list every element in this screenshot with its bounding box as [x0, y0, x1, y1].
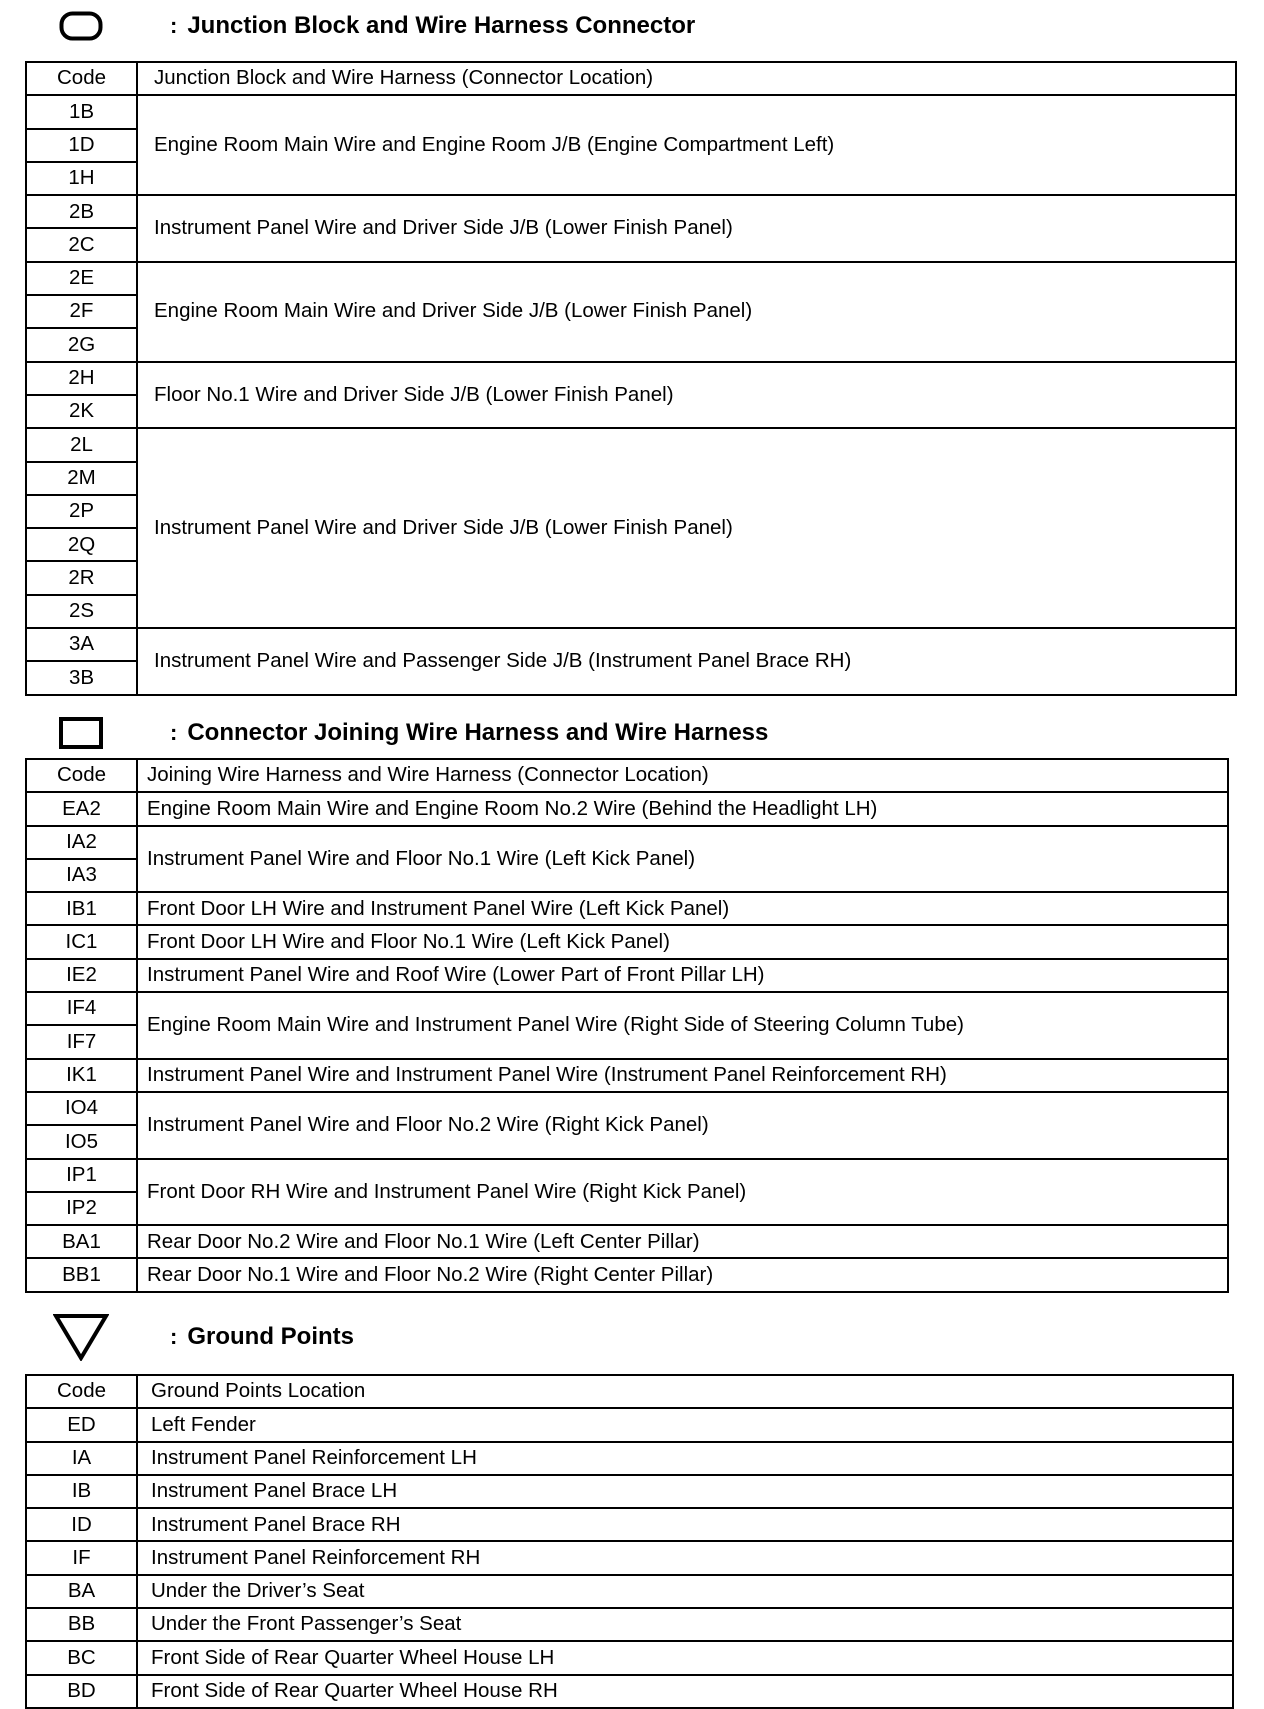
connector-code: 2Q — [26, 528, 137, 561]
connector-location: Under the Front Passenger’s Seat — [137, 1608, 1233, 1641]
connector-location: Front Side of Rear Quarter Wheel House RH — [137, 1675, 1233, 1708]
connector-location: Engine Room Main Wire and Engine Room No.2 Wire (Behind the Headlight LH) — [137, 792, 1228, 825]
ground-points-table — [25, 1374, 1234, 1709]
table-row — [26, 1641, 1233, 1674]
table-row — [26, 1575, 1233, 1608]
connector-location: Instrument Panel Wire and Instrument Panel Wire (Instrument Panel Reinforcement RH) — [137, 1059, 1228, 1092]
connector-code: IO4 — [26, 1092, 137, 1125]
table-header-row — [26, 62, 1236, 95]
connector-code: IF4 — [26, 992, 137, 1025]
connector-code: 2R — [26, 561, 137, 594]
connector-code: 2P — [26, 495, 137, 528]
connector-code: IA3 — [26, 859, 137, 892]
table-row — [26, 992, 1228, 1025]
connector-code: BC — [26, 1641, 137, 1674]
connector-code: 2B — [26, 195, 137, 228]
connector-code: IO5 — [26, 1125, 137, 1158]
header-location: Joining Wire Harness and Wire Harness (Connector Location) — [137, 759, 1228, 792]
table-row — [26, 362, 1236, 395]
connector-code: 3B — [26, 661, 137, 694]
connector-code: BA1 — [26, 1225, 137, 1258]
connector-code: IA — [26, 1442, 137, 1475]
connector-location: Instrument Panel Wire and Passenger Side J/B (Instrument Panel Brace RH) — [137, 628, 1236, 695]
connector-code: 2F — [26, 295, 137, 328]
section-ground-points-heading — [44, 1317, 354, 1357]
section-connector-joining-heading — [44, 713, 768, 753]
section-title: Ground Points — [187, 1323, 354, 1350]
section-colon: : — [170, 720, 178, 745]
connector-code: IB1 — [26, 892, 137, 925]
connector-code: IC1 — [26, 925, 137, 958]
connector-code: BB1 — [26, 1258, 137, 1291]
connector-code: BA — [26, 1575, 137, 1608]
table-row — [26, 1442, 1233, 1475]
connector-location: Instrument Panel Brace LH — [137, 1475, 1233, 1508]
table-row — [26, 1159, 1228, 1192]
connector-code: 3A — [26, 628, 137, 661]
connector-location: Instrument Panel Wire and Driver Side J/B (Lower Finish Panel) — [137, 195, 1236, 262]
header-code: Code — [26, 759, 137, 792]
table-row — [26, 628, 1236, 661]
connector-location: Instrument Panel Wire and Floor No.1 Wire (Left Kick Panel) — [137, 826, 1228, 893]
connector-joining-table — [25, 758, 1229, 1293]
table-header-row — [26, 759, 1228, 792]
connector-code: 1H — [26, 162, 137, 195]
table-row — [26, 826, 1228, 859]
connector-code: IF — [26, 1541, 137, 1574]
connector-code: EA2 — [26, 792, 137, 825]
table-row — [26, 1475, 1233, 1508]
connector-code: IP2 — [26, 1192, 137, 1225]
connector-location: Under the Driver’s Seat — [137, 1575, 1233, 1608]
header-location: Ground Points Location — [137, 1375, 1233, 1408]
table-row — [26, 1541, 1233, 1574]
table-row — [26, 95, 1236, 128]
section-colon: : — [170, 13, 178, 38]
table-row — [26, 1258, 1228, 1291]
section-colon: : — [170, 1324, 178, 1349]
table-row — [26, 428, 1236, 461]
connector-location: Front Door RH Wire and Instrument Panel Wire (Right Kick Panel) — [137, 1159, 1228, 1226]
connector-location: Rear Door No.1 Wire and Floor No.2 Wire (Right Center Pillar) — [137, 1258, 1228, 1291]
connector-location: Floor No.1 Wire and Driver Side J/B (Lower Finish Panel) — [137, 362, 1236, 429]
table-row — [26, 262, 1236, 295]
connector-location: Engine Room Main Wire and Driver Side J/B (Lower Finish Panel) — [137, 262, 1236, 362]
connector-code: 2E — [26, 262, 137, 295]
table-row — [26, 925, 1228, 958]
table-row — [26, 792, 1228, 825]
table-row — [26, 1608, 1233, 1641]
connector-code: IE2 — [26, 959, 137, 992]
connector-code: 2H — [26, 362, 137, 395]
connector-code: 1B — [26, 95, 137, 128]
connector-location: Front Side of Rear Quarter Wheel House LH — [137, 1641, 1233, 1674]
table-row — [26, 1092, 1228, 1125]
junction-block-symbol-icon — [44, 6, 118, 46]
connector-code: 1D — [26, 129, 137, 162]
connector-location: Instrument Panel Wire and Driver Side J/B (Lower Finish Panel) — [137, 428, 1236, 628]
table-row — [26, 959, 1228, 992]
connector-location: Instrument Panel Wire and Floor No.2 Wire (Right Kick Panel) — [137, 1092, 1228, 1159]
connector-location: Front Door LH Wire and Instrument Panel Wire (Left Kick Panel) — [137, 892, 1228, 925]
connector-location: Engine Room Main Wire and Instrument Panel Wire (Right Side of Steering Column Tube) — [137, 992, 1228, 1059]
table-row — [26, 1508, 1233, 1541]
table-row — [26, 1225, 1228, 1258]
connector-code: 2L — [26, 428, 137, 461]
connector-location: Front Door LH Wire and Floor No.1 Wire (Left Kick Panel) — [137, 925, 1228, 958]
connector-code: IA2 — [26, 826, 137, 859]
connector-location: Instrument Panel Reinforcement LH — [137, 1442, 1233, 1475]
junction-block-table — [25, 61, 1237, 696]
connector-code: ED — [26, 1408, 137, 1441]
connector-location: Rear Door No.2 Wire and Floor No.1 Wire (Left Center Pillar) — [137, 1225, 1228, 1258]
connector-code: BD — [26, 1675, 137, 1708]
connector-code: 2M — [26, 462, 137, 495]
connector-code: 2S — [26, 595, 137, 628]
connector-code: IF7 — [26, 1025, 137, 1058]
table-row — [26, 1675, 1233, 1708]
connector-location: Instrument Panel Reinforcement RH — [137, 1541, 1233, 1574]
connector-code: ID — [26, 1508, 137, 1541]
connector-code: 2C — [26, 228, 137, 261]
table-header-row — [26, 1375, 1233, 1408]
header-location: Junction Block and Wire Harness (Connector Location) — [137, 62, 1236, 95]
connector-joining-symbol-icon — [44, 713, 118, 753]
connector-code: 2K — [26, 395, 137, 428]
table-row — [26, 892, 1228, 925]
connector-code: IB — [26, 1475, 137, 1508]
connector-code: BB — [26, 1608, 137, 1641]
table-row — [26, 1408, 1233, 1441]
connector-location: Engine Room Main Wire and Engine Room J/B (Engine Compartment Left) — [137, 95, 1236, 195]
connector-location: Left Fender — [137, 1408, 1233, 1441]
section-junction-block-heading — [44, 6, 695, 46]
table-row — [26, 195, 1236, 228]
connector-code: IP1 — [26, 1159, 137, 1192]
connector-location: Instrument Panel Wire and Roof Wire (Lower Part of Front Pillar LH) — [137, 959, 1228, 992]
connector-location: Instrument Panel Brace RH — [137, 1508, 1233, 1541]
connector-code: IK1 — [26, 1059, 137, 1092]
section-title: Junction Block and Wire Harness Connector — [187, 12, 696, 39]
ground-point-symbol-icon — [44, 1317, 118, 1357]
section-title: Connector Joining Wire Harness and Wire Harness — [187, 719, 769, 746]
table-row — [26, 1059, 1228, 1092]
header-code: Code — [26, 62, 137, 95]
header-code: Code — [26, 1375, 137, 1408]
connector-code: 2G — [26, 328, 137, 361]
